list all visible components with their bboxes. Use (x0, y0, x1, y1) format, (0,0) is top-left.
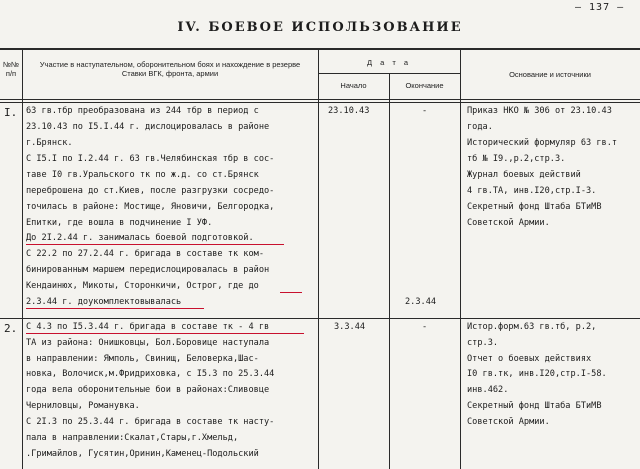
row-divider (0, 318, 640, 319)
section-title: IV. БОЕВОЕ ИСПОЛЬЗОВАНИЕ (177, 20, 463, 35)
text-line: точилась в районе: Мостище, Яновичи, Белгородка, (26, 202, 275, 212)
text-line: Черниловцы, Романувка. (26, 401, 140, 411)
table-top-border (0, 48, 640, 50)
header-end: Окончание (405, 81, 444, 90)
text-line: пала в направлении:Скалат,Стары,г.Хмельд, (26, 433, 239, 443)
row-number: 2. (4, 322, 18, 335)
source-line: Истор.форм.63 гв.тб, р.2, (467, 322, 597, 332)
source-line: 4 гв.ТА, инв.I20,стр.I-3. (467, 186, 597, 196)
header-sources: Основание и источники (509, 70, 591, 79)
col-divider-date (389, 73, 390, 469)
col-divider-num (22, 48, 23, 469)
text-line: ТА из района: Онишковцы, Бол.Боровице наступала (26, 338, 270, 348)
header-double-line-1 (0, 99, 640, 100)
red-underline (26, 308, 204, 309)
text-line: С I5.I по I.2.44 г. 63 гв.Челябинская тбр в сос- (26, 154, 275, 164)
date-end: - (422, 322, 428, 332)
red-underline (26, 244, 284, 245)
text-line: До 2I.2.44 г. занималась боевой подготовкой. (26, 233, 254, 243)
col-divider-sources (460, 48, 461, 469)
date-start: 23.10.43 (328, 106, 370, 116)
source-line: Приказ НКО № 306 от 23.10.43 (467, 106, 612, 116)
text-line: С 2I.3 по 25.3.44 г. бригада в составе тк насту- (26, 417, 275, 427)
text-line: года вела оборонительные бои в районах:Сливовце (26, 385, 270, 395)
text-line: С 22.2 по 27.2.44 г. бригада в составе тк ком- (26, 249, 264, 259)
header-date: Д а т а (366, 58, 412, 67)
date-end-secondary: 2.3.44 (405, 297, 437, 307)
text-line: переброшена до ст.Киев, после разгрузки сосредо- (26, 186, 275, 196)
red-underline (26, 333, 304, 334)
text-line: С 4.3 по I5.3.44 г. бригада в составе тк - 4 гв (26, 322, 270, 332)
text-line: 2.3.44 г. доукомплектовывалась (26, 297, 182, 307)
col-divider-text (318, 48, 319, 469)
header-participation: Участие в наступательном, оборонительном боях и нахождение в резерве Ставки ВГК, фронта, армии (39, 60, 301, 79)
source-line: года. (467, 122, 493, 132)
text-line: бинированным маршем передислоцировалась в район (26, 265, 270, 275)
source-line: Исторический формуляр 63 гв.т (467, 138, 618, 148)
source-line: Секретный фонд Штаба БТиМВ (467, 401, 602, 411)
text-line: 23.10.43 по I5.I.44 г. дислоцировалась в районе (26, 122, 270, 132)
text-line: новка, Волочиск,м.Фридриховка, с I5.3 по 25.3.44 (26, 369, 275, 379)
text-line: в направлении: Ямполь, Свинищ, Беловерка,Шас- (26, 354, 259, 364)
source-line: Журнал боевых действий (467, 170, 581, 180)
source-line: Советской Армии. (467, 218, 550, 228)
header-double-line-2 (0, 102, 640, 103)
text-line: Епитки, где вошла в подчинение I УФ. (26, 218, 213, 228)
source-line: I0 гв.тк, инв.I20,стр.I-58. (467, 369, 607, 379)
source-line: стр.3. (467, 338, 499, 348)
page-number: — 137 — (575, 2, 625, 13)
text-line: Кендаинюх, Микоты, Сторонкичи, Острог, где до (26, 281, 259, 291)
date-start: 3.3.44 (334, 322, 366, 332)
text-line: .Гримайлов, Гусятин,Оринин,Каменец-Подольский (26, 449, 259, 459)
source-line: Секретный фонд Штаба БТиМВ (467, 202, 602, 212)
date-end: - (422, 106, 428, 116)
header-num: №№ п/п (2, 60, 20, 79)
source-line: Отчет о боевых действиях (467, 354, 592, 364)
row-number: I. (4, 106, 18, 119)
source-line: инв.462. (467, 385, 509, 395)
text-line: г.Брянск. (26, 138, 73, 148)
red-underline (280, 292, 302, 293)
text-line: таве I0 гв.Уральского тк по ж.д. со ст.Брянск (26, 170, 259, 180)
source-line: тб № I9.,р.2,стр.3. (467, 154, 566, 164)
text-line: 63 гв.тбр преобразована из 244 тбр в период с (26, 106, 259, 116)
source-line: Советской Армии. (467, 417, 550, 427)
header-start: Начало (340, 81, 367, 90)
